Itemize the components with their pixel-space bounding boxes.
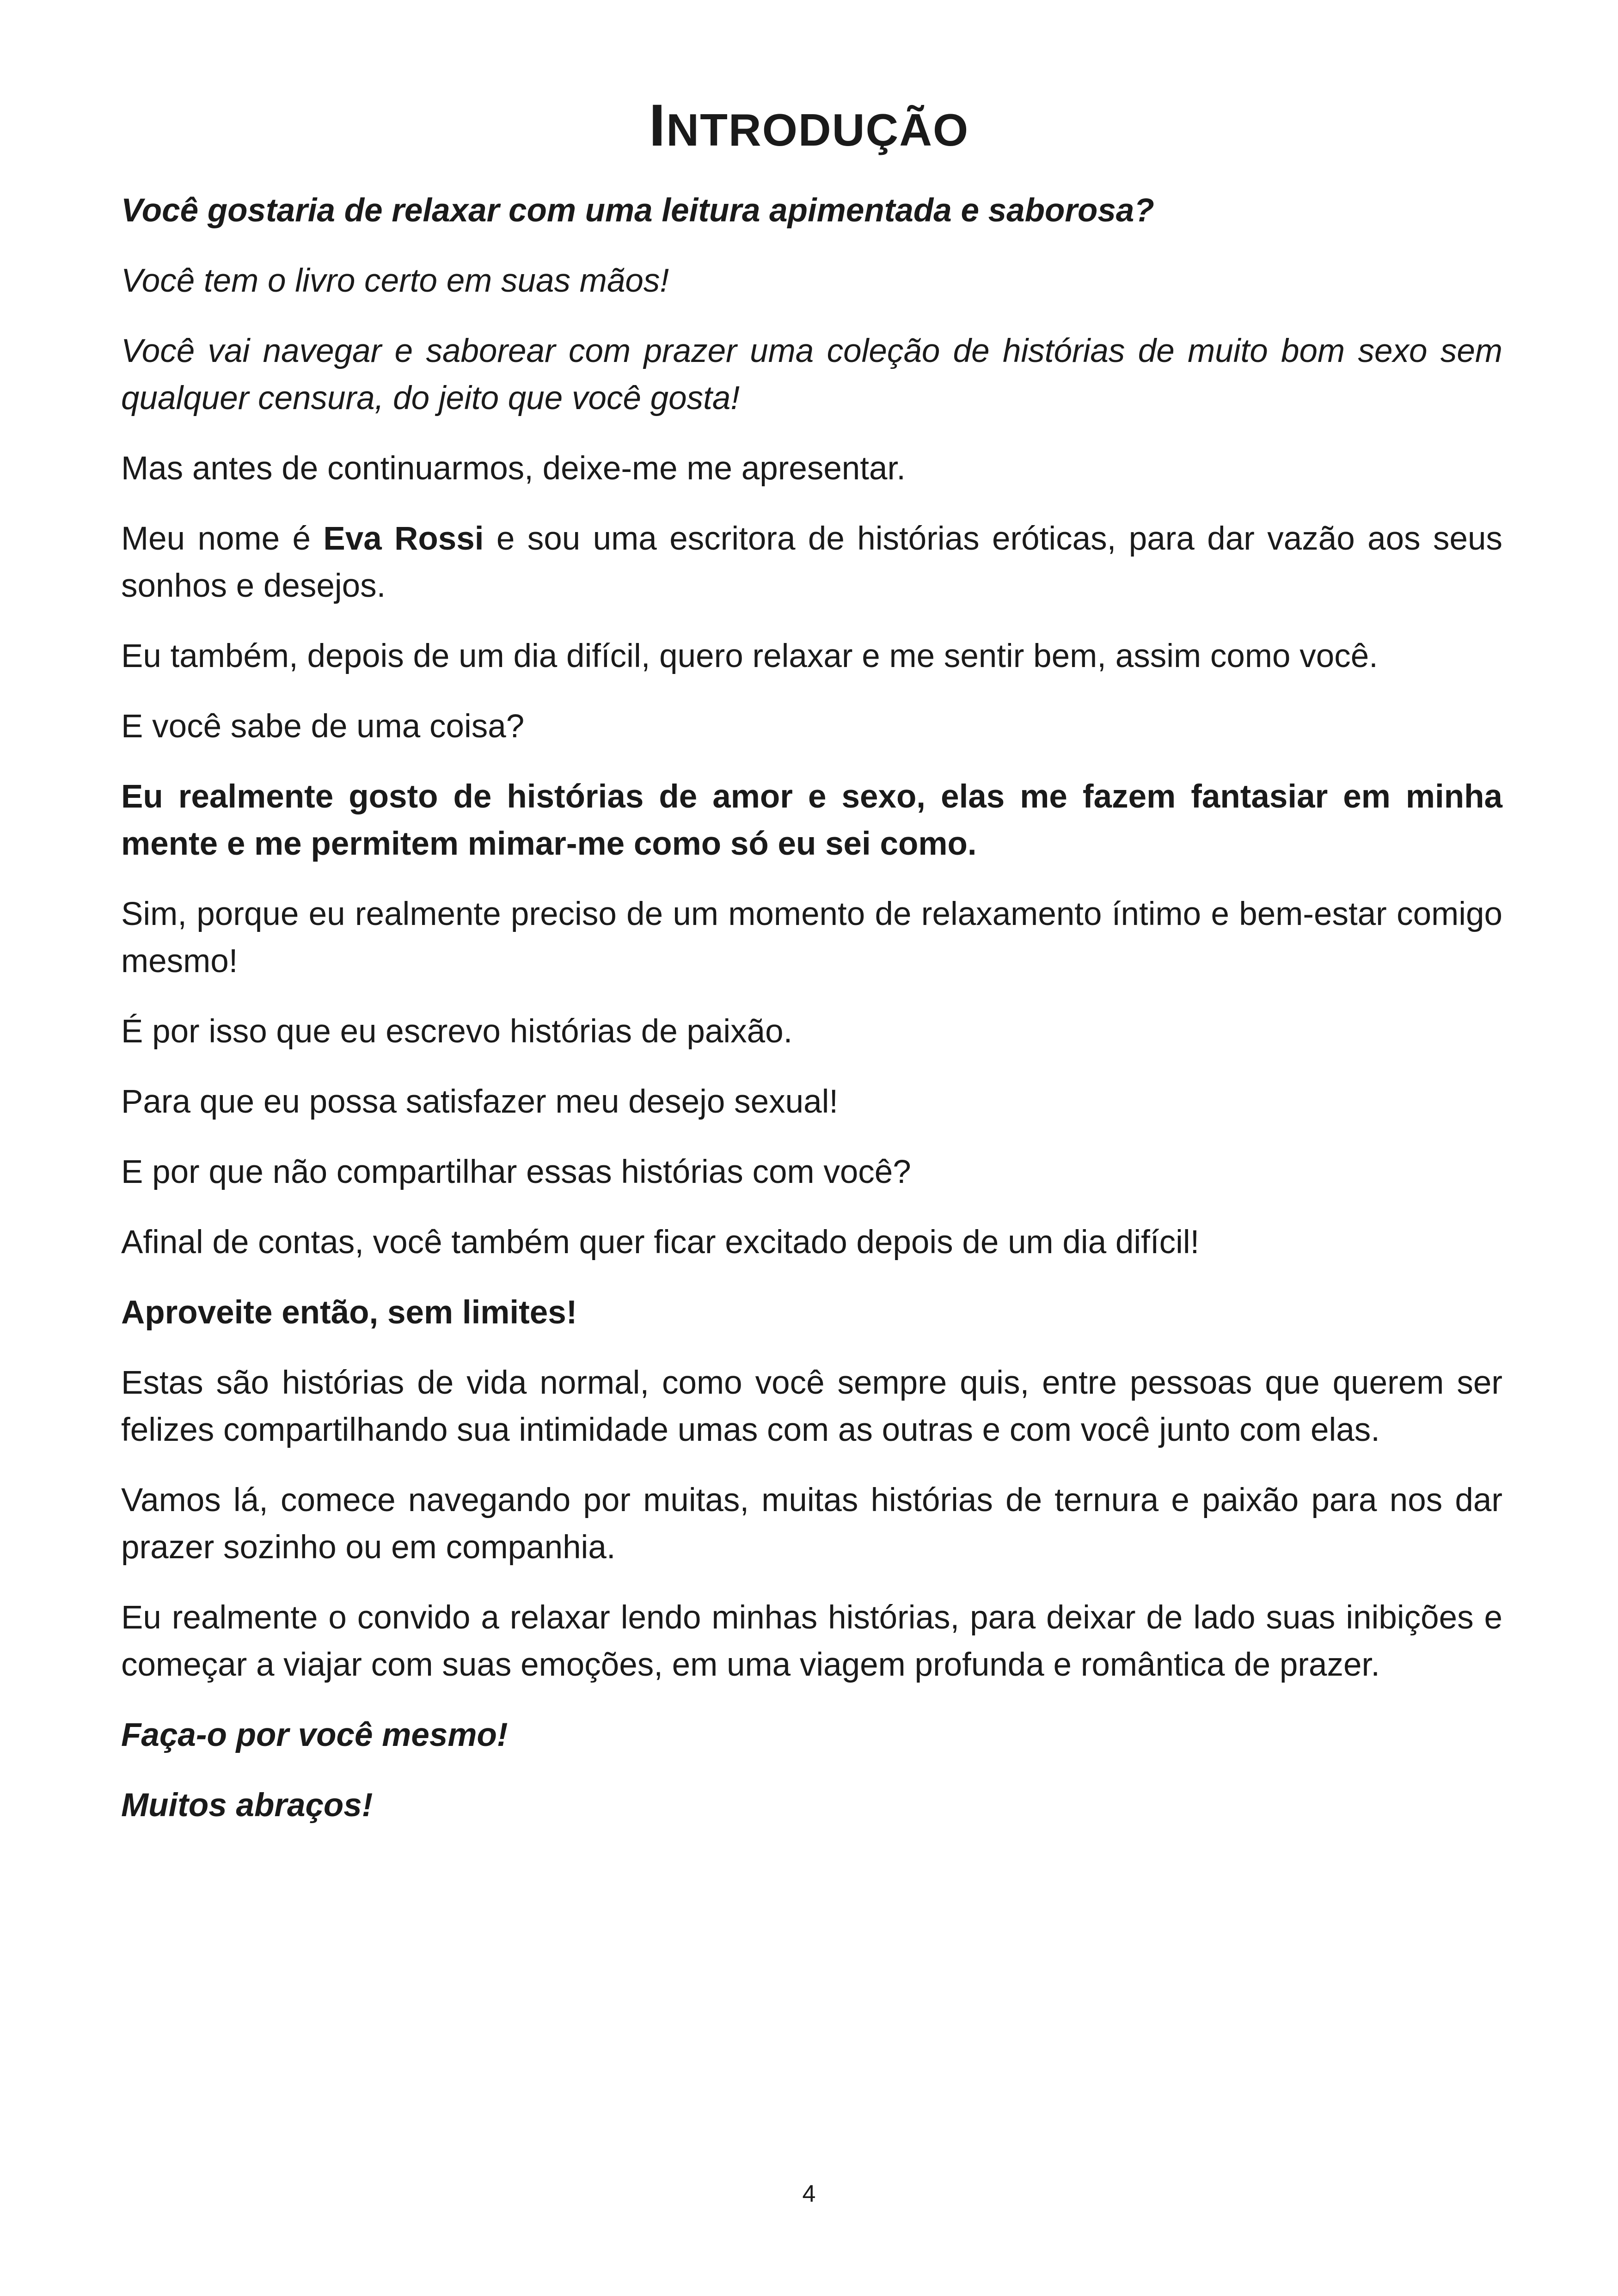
paragraph: E você sabe de uma coisa? — [121, 708, 525, 745]
page-number: 4 — [802, 2180, 816, 2207]
intro-question: Você gostaria de relaxar com uma leitura apimentada e saborosa? — [121, 192, 1154, 229]
paragraph: E por que não compartilhar essas histórias com você? — [121, 1154, 911, 1190]
closing-line: Faça-o por você mesmo! — [121, 1717, 508, 1753]
emphasis-line: Aproveite então, sem limites! — [121, 1294, 577, 1331]
paragraph: Sim, porque eu realmente preciso de um momento de relaxamento íntimo e bem-estar comigo mesmo! — [121, 896, 1502, 980]
emphasis-paragraph: Eu realmente gosto de histórias de amor e sexo, elas me fazem fantasiar em minha mente e me permitem mimar-me como só eu sei como. — [121, 778, 1502, 862]
paragraph: Eu realmente o convido a relaxar lendo minhas histórias, para deixar de lado suas inibições e começar a viajar com suas emoções, em uma viagem profunda e romântica de prazer. — [121, 1599, 1502, 1683]
intro-paragraph: Você vai navegar e saborear com prazer uma coleção de histórias de muito bom sexo sem qualquer censura, do jeito que você gosta! — [121, 333, 1502, 416]
sign-off: Muitos abraços! — [121, 1787, 373, 1824]
paragraph: Estas são histórias de vida normal, como você sempre quis, entre pessoas que querem ser felizes compartilhando sua intimidade umas com as outras e com você junto com elas. — [121, 1365, 1502, 1448]
page-title — [0, 90, 1618, 161]
paragraph: Mas antes de continuarmos, deixe-me me apresentar. — [121, 450, 906, 487]
paragraph: Eu também, depois de um dia difícil, quero relaxar e me sentir bem, assim como você. — [121, 638, 1378, 674]
intro-line: Você tem o livro certo em suas mãos! — [121, 263, 669, 299]
title-first-letter: I — [649, 92, 667, 159]
paragraph: É por isso que eu escrevo histórias de paixão. — [121, 1013, 793, 1050]
author-intro-after: e sou uma escritora de histórias eróticas, para dar vazão aos seus sonhos e desejos. — [121, 520, 1502, 604]
title-rest: NTRODUÇÃO — [666, 104, 969, 155]
author-name: Eva Rossi — [323, 520, 484, 557]
paragraph: Vamos lá, comece navegando por muitas, muitas histórias de ternura e paixão para nos dar prazer sozinho ou em companhia. — [121, 1482, 1502, 1566]
author-intro-before: Meu nome é — [121, 520, 324, 557]
paragraph: Afinal de contas, você também quer ficar excitado depois de um dia difícil! — [121, 1224, 1200, 1261]
author-intro-paragraph — [121, 515, 1502, 610]
paragraph: Para que eu possa satisfazer meu desejo sexual! — [121, 1084, 839, 1120]
body-text — [121, 187, 1502, 1852]
